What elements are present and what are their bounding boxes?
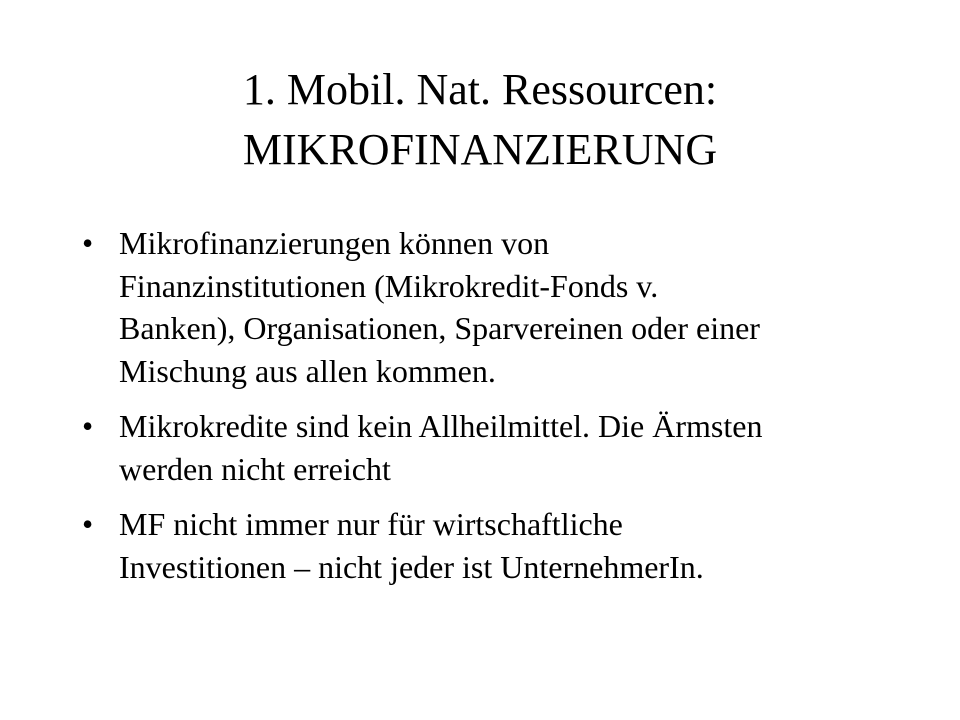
- bullet-icon: •: [82, 408, 94, 444]
- bullet-1-line-1: Mikrofinanzierungen können von: [119, 225, 550, 261]
- bullet-item-3: [82, 503, 882, 588]
- bullet-1-line-2: Finanzinstitutionen (Mikrokredit-Fonds v.: [119, 267, 659, 304]
- bullet-item-1: [82, 222, 882, 392]
- bullet-3-line-1: MF nicht immer nur für wirtschaftliche: [119, 506, 623, 542]
- bullet-2-line-2: werden nicht erreicht: [119, 450, 391, 487]
- bullet-1-line-4: Mischung aus allen kommen.: [119, 352, 496, 389]
- slide-title-line-2: MIKROFINANZIERUNG: [242, 125, 718, 174]
- bullet-3-line-2: Investitionen – nicht jeder ist UnternehmerIn.: [119, 548, 704, 585]
- bullet-icon: •: [82, 506, 94, 542]
- bullet-item-2: [82, 405, 882, 490]
- bullet-1-line-3: Banken), Organisationen, Sparvereinen oder einer: [119, 310, 760, 346]
- slide-title-line-1: 1. Mobil. Nat. Ressourcen:: [242, 65, 718, 114]
- bullet-icon: •: [82, 225, 94, 261]
- bullet-2-line-1: Mikrokredite sind kein Allheilmittel. Die Ärmsten: [119, 408, 763, 444]
- slide-title: [60, 60, 900, 180]
- bullet-list: [82, 222, 882, 601]
